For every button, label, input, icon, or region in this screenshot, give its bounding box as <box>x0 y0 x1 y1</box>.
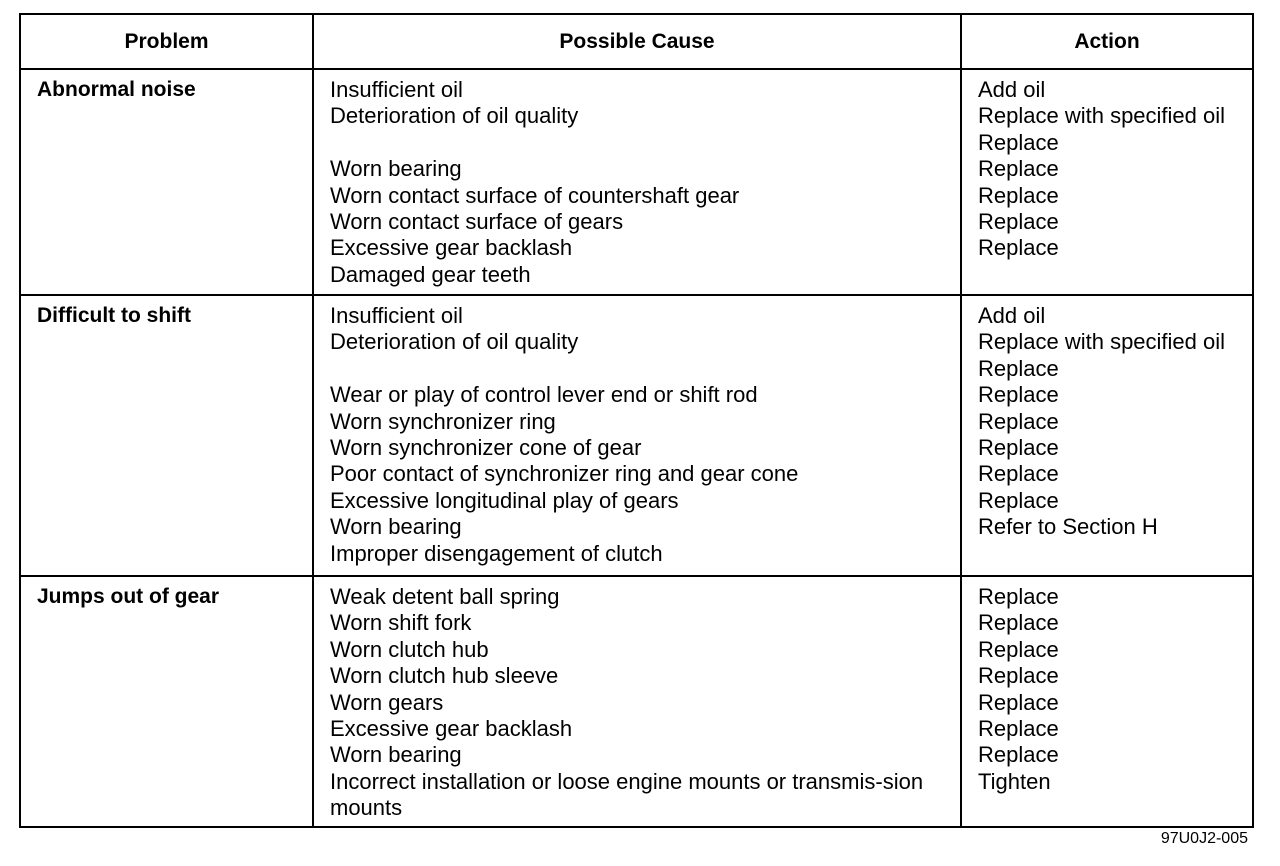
action-item: Replace <box>978 382 1059 408</box>
cause-item: Worn contact surface of countershaft gear <box>330 182 740 208</box>
action-item: Replace <box>978 716 1059 742</box>
action-item: Replace <box>978 355 1059 381</box>
problem-cell: Difficult to shift <box>20 295 313 576</box>
cause-item: Insufficient oil <box>330 77 463 102</box>
header-possible-cause: Possible Cause <box>313 14 961 69</box>
cause-item: Worn clutch hub <box>330 636 489 662</box>
cause-item: Excessive longitudinal play of gears <box>330 487 679 513</box>
action-item: Replace <box>978 408 1059 434</box>
cause-item: Improper disengagement of clutch <box>330 540 663 566</box>
action-item: Replace <box>978 663 1059 689</box>
action-item: Replace <box>978 742 1059 768</box>
cause-item: Excessive gear backlash <box>330 716 573 742</box>
cause-item: Worn bearing <box>330 156 462 182</box>
action-item: Replace <box>978 461 1059 487</box>
cause-item: Worn gears <box>330 689 444 715</box>
action-item: Add oil <box>978 303 1046 328</box>
action-item: Replace <box>978 487 1059 513</box>
cause-item: Weak detent ball spring <box>330 584 560 609</box>
action-item: Tighten <box>978 768 1051 794</box>
cause-item: Worn bearing <box>330 514 462 540</box>
cause-item: Worn contact surface of gears <box>330 209 624 235</box>
action-item: Replace <box>978 584 1059 609</box>
action-item: Refer to Section H <box>978 514 1158 540</box>
cause-cell <box>313 576 961 827</box>
cause-item: Deterioration of oil quality <box>330 329 579 355</box>
problem-cell: Jumps out of gear <box>20 576 313 827</box>
cause-cell <box>313 295 961 576</box>
action-item: Replace <box>978 689 1059 715</box>
action-cell <box>961 576 1253 827</box>
action-item: Replace <box>978 610 1059 636</box>
action-item: Replace with specified oil <box>978 103 1226 129</box>
cause-item: Worn synchronizer ring <box>330 408 556 434</box>
cause-item: Worn shift fork <box>330 610 472 636</box>
problem-cell: Abnormal noise <box>20 69 313 295</box>
action-item: Replace <box>978 156 1059 182</box>
table-row <box>20 576 1253 827</box>
table-row <box>20 69 1253 295</box>
action-cell <box>961 295 1253 576</box>
action-item: Replace <box>978 209 1059 235</box>
cause-item: Incorrect installation or loose engine mounts or transmis-sion mounts <box>330 768 924 821</box>
action-item: Replace <box>978 235 1059 261</box>
action-item: Replace <box>978 435 1059 461</box>
cause-item: Worn clutch hub sleeve <box>330 663 559 689</box>
header-problem: Problem <box>20 14 313 69</box>
action-item: Replace <box>978 636 1059 662</box>
cause-item: Worn synchronizer cone of gear <box>330 435 642 461</box>
header-row <box>20 14 1253 69</box>
cause-item: Insufficient oil <box>330 303 463 328</box>
troubleshooting-table <box>19 13 1254 828</box>
action-cell <box>961 69 1253 295</box>
table-row <box>20 295 1253 576</box>
header-action: Action <box>961 14 1253 69</box>
action-item: Replace <box>978 129 1059 155</box>
action-item: Replace with specified oil <box>978 329 1226 355</box>
figure-code: 97U0J2-005 <box>1160 830 1248 847</box>
action-item: Add oil <box>978 77 1046 102</box>
cause-item: Poor contact of synchronizer ring and gear cone <box>330 461 799 487</box>
cause-cell <box>313 69 961 295</box>
cause-item: Excessive gear backlash <box>330 235 573 261</box>
action-item: Replace <box>978 182 1059 208</box>
cause-item: Damaged gear teeth <box>330 261 531 287</box>
cause-item: Deterioration of oil quality <box>330 103 579 129</box>
cause-item: Wear or play of control lever end or shift rod <box>330 382 758 408</box>
table-body <box>20 69 1253 827</box>
cause-item: Worn bearing <box>330 742 462 768</box>
